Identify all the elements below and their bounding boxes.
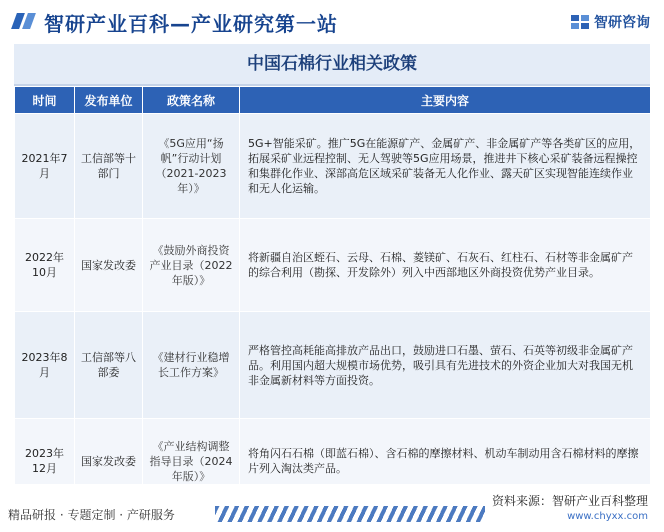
- col-header-time: 时间: [15, 87, 75, 114]
- cell-policy: 《建材行业稳增长工作方案》: [143, 312, 240, 419]
- page-footer: [0, 484, 664, 532]
- header-decoration-icon: [14, 13, 36, 33]
- cell-policy: 《产业结构调整指导目录（2024年版）》: [143, 419, 240, 504]
- table-row: [15, 312, 651, 419]
- cell-content: 5G+智能采矿。推广5G在能源矿产、金属矿产、非金属矿产等各类矿区的应用，拓展采矿业远程控制、无人驾驶等5G应用场景，推进井下核心采矿装备远程操控和集群化作业、深部高危区域采矿装备无人化作业、露天矿区实现智能连续作业和无人化运输。: [240, 114, 651, 219]
- footer-services: 精品研报 · 专题定制 · 产研服务: [8, 508, 175, 522]
- page-title: 智研产业百科—产业研究第一站: [44, 12, 338, 36]
- footer-url-link[interactable]: www.chyxx.com: [567, 511, 648, 522]
- cell-time: 2021年7月: [15, 114, 75, 219]
- cell-org: 国家发改委: [75, 219, 143, 312]
- col-header-content: 主要内容: [240, 87, 651, 114]
- policy-table: [14, 86, 651, 504]
- col-header-org: 发布单位: [75, 87, 143, 114]
- cell-time: 2023年12月: [15, 419, 75, 504]
- footer-stripes-decoration: [215, 506, 485, 522]
- cell-org: 国家发改委: [75, 419, 143, 504]
- policy-panel: [14, 44, 650, 484]
- page-header: [0, 0, 664, 44]
- cell-content: 严格管控高耗能高排放产品出口，鼓励进口石墨、萤石、石英等初级非金属矿产品。利用国内超大规模市场优势，吸引具有先进技术的外资企业加大对我国无机非金属新材料等方面投资。: [240, 312, 651, 419]
- table-header-row: [15, 87, 651, 114]
- brand-name: 智研咨询: [594, 15, 650, 31]
- cell-org: 工信部等十部门: [75, 114, 143, 219]
- cell-org: 工信部等八部委: [75, 312, 143, 419]
- cell-content: 将新疆自治区蛭石、云母、石棉、菱镁矿、石灰石、红柱石、石材等非金属矿产的综合利用（勘探、开发除外）列入中西部地区外商投资优势产业目录。: [240, 219, 651, 312]
- cell-content: 将角闪石石棉（即蓝石棉）、含石棉的摩擦材料、机动车制动用含石棉材料的摩擦片列入淘汰类产品。: [240, 419, 651, 504]
- col-header-policy: 政策名称: [143, 87, 240, 114]
- table-row: [15, 114, 651, 219]
- cell-policy: 《5G应用“扬帆”行动计划（2021-2023年）》: [143, 114, 240, 219]
- cell-time: 2022年10月: [15, 219, 75, 312]
- brand-logo-icon: [570, 12, 590, 32]
- cell-time: 2023年8月: [15, 312, 75, 419]
- footer-source: 资料来源：智研产业百科整理: [491, 494, 648, 508]
- table-row: [15, 219, 651, 312]
- brand[interactable]: [570, 12, 650, 32]
- panel-title: 中国石棉行业相关政策: [14, 44, 650, 86]
- cell-policy: 《鼓励外商投资产业目录（2022年版）》: [143, 219, 240, 312]
